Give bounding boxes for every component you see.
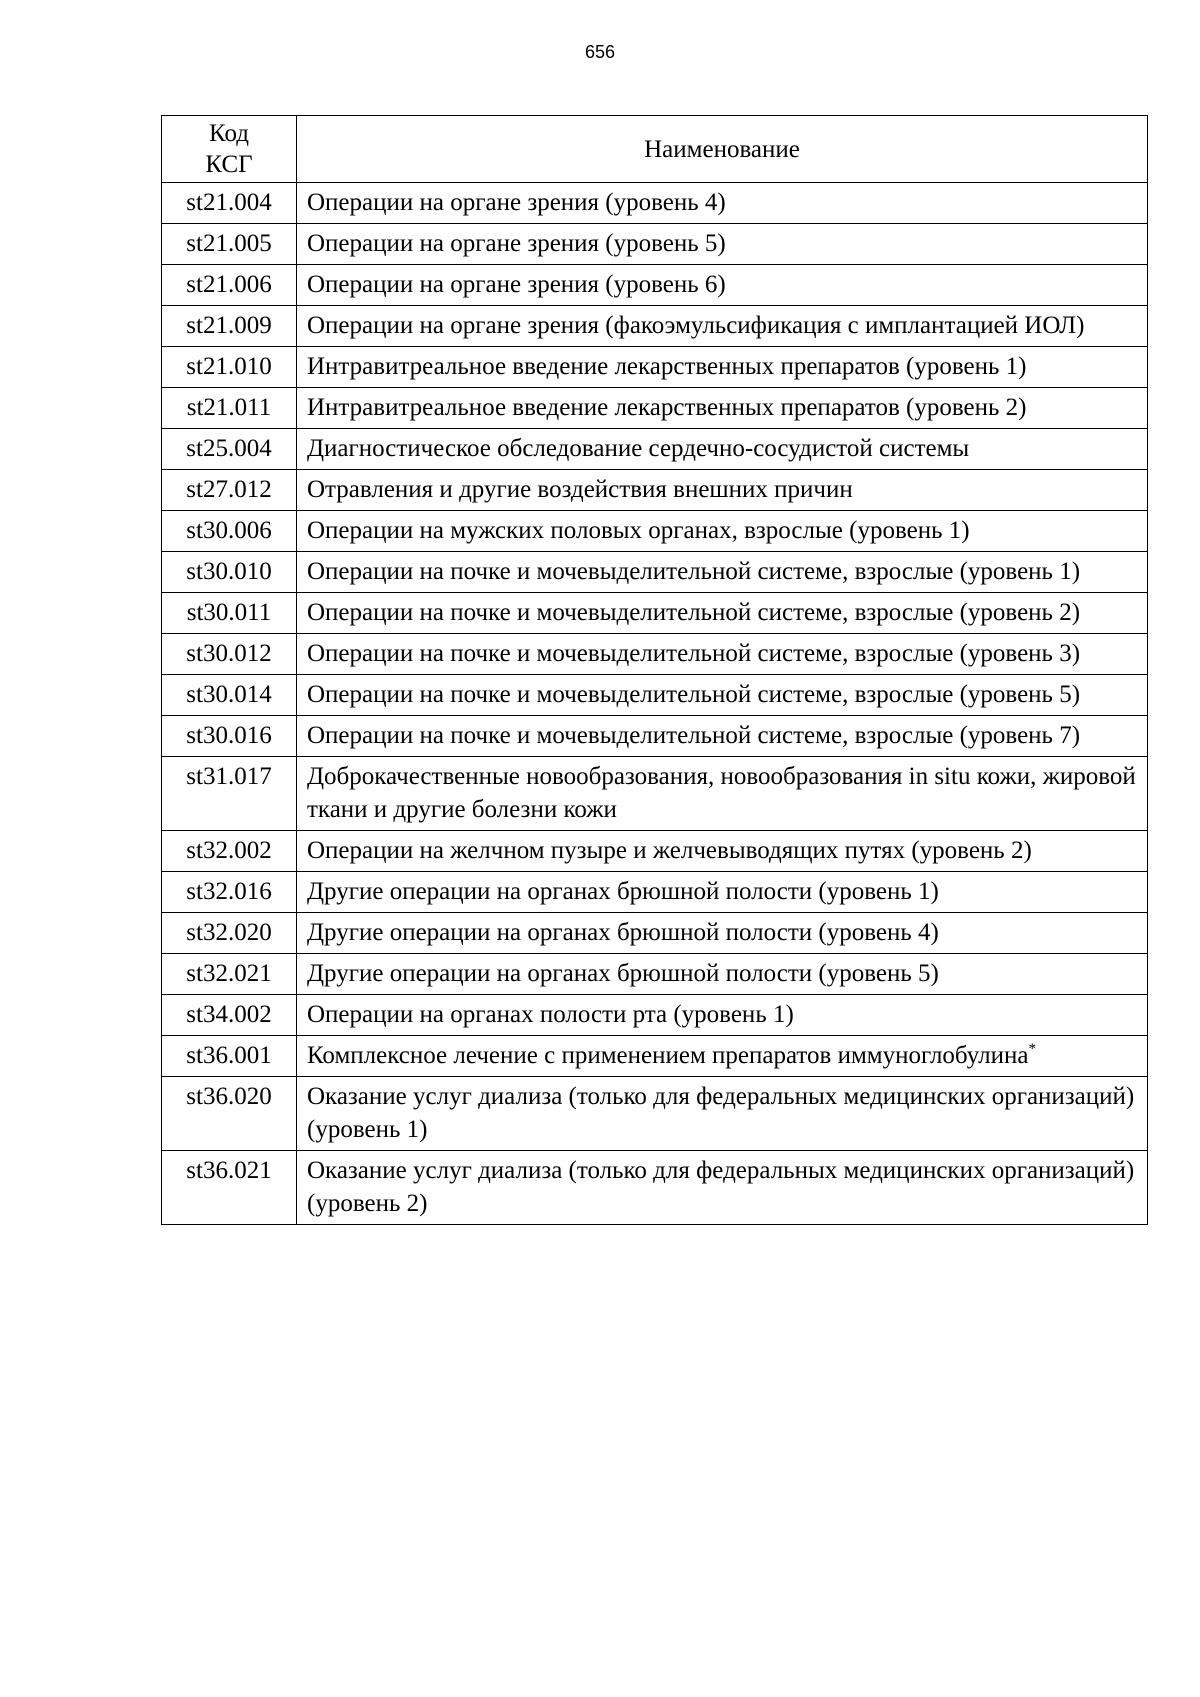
row-name [297,757,1148,831]
table-row [162,995,1148,1036]
row-name-text: Операции на желчном пузыре и желчевыводящих путях (уровень 2) [307,837,1032,864]
row-name-text: Другие операции на органах брюшной полости (уровень 1) [307,878,939,905]
row-code: st21.005 [162,224,297,265]
table-row [162,347,1148,388]
row-name [297,388,1148,429]
row-name-text: Операции на почке и мочевыделительной системе, взрослые (уровень 7) [307,722,1081,749]
row-name [297,429,1148,470]
row-name [297,716,1148,757]
row-code: st36.001 [162,1036,297,1077]
footnote-mark: * [1028,1041,1036,1057]
header-code [162,116,297,183]
row-name [297,913,1148,954]
table-row [162,306,1148,347]
page-number: 656 [584,42,616,62]
table-row [162,831,1148,872]
row-code: st32.021 [162,954,297,995]
row-code: st30.012 [162,634,297,675]
row-code: st30.011 [162,593,297,634]
ksg-table [161,115,1148,1225]
row-name-text: Операции на органе зрения (уровень 5) [307,230,726,257]
row-name-text: Операции на почке и мочевыделительной системе, взрослые (уровень 2) [307,599,1081,626]
table-row [162,913,1148,954]
row-code: st30.010 [162,552,297,593]
row-code: st36.020 [162,1077,297,1151]
table-row [162,634,1148,675]
row-name [297,470,1148,511]
row-name [297,224,1148,265]
row-name-text: Другие операции на органах брюшной полости (уровень 4) [307,919,939,946]
table-row [162,593,1148,634]
row-name-text: Операции на почке и мочевыделительной системе, взрослые (уровень 1) [307,558,1081,585]
row-name [297,1036,1148,1077]
row-code: st21.011 [162,388,297,429]
table-row [162,429,1148,470]
row-name-text: Операции на органе зрения (уровень 4) [307,189,726,216]
row-code: st21.009 [162,306,297,347]
table-row [162,388,1148,429]
row-name [297,995,1148,1036]
row-code: st30.006 [162,511,297,552]
row-name [297,1151,1148,1225]
row-name [297,634,1148,675]
header-name: Наименование [297,116,1148,183]
table-row [162,716,1148,757]
row-name-text: Оказание услуг диализа (только для федеральных медицинских организаций) (уровень 2) [307,1157,1135,1217]
row-name-text: Операции на почке и мочевыделительной системе, взрослые (уровень 5) [307,681,1081,708]
row-code: st25.004 [162,429,297,470]
row-name-text: Другие операции на органах брюшной полости (уровень 5) [307,960,939,987]
header-code-line2: КСГ [205,151,253,178]
row-name [297,552,1148,593]
table-row [162,511,1148,552]
row-name [297,265,1148,306]
table-row [162,872,1148,913]
table-row [162,552,1148,593]
row-name [297,1077,1148,1151]
row-name-text: Операции на почке и мочевыделительной системе, взрослые (уровень 3) [307,640,1081,667]
row-name-text: Операции на органе зрения (факоэмульсификация с имплантацией ИОЛ) [307,312,1085,339]
row-code: st32.020 [162,913,297,954]
row-name-text: Интравитреальное введение лекарственных препаратов (уровень 2) [307,394,1027,421]
row-code: st32.016 [162,872,297,913]
row-name [297,675,1148,716]
row-name [297,511,1148,552]
header-code-line1: Код [209,120,249,147]
table-row [162,757,1148,831]
row-name-text: Отравления и другие воздействия внешних причин [307,476,853,503]
table-row [162,1151,1148,1225]
table-row [162,265,1148,306]
row-name [297,593,1148,634]
row-name [297,831,1148,872]
table-row [162,954,1148,995]
row-name-text: Операции на органах полости рта (уровень 1) [307,1001,794,1028]
table-row [162,675,1148,716]
row-name [297,954,1148,995]
row-name [297,347,1148,388]
row-name-text: Комплексное лечение с применением препаратов иммуноглобулина [307,1042,1029,1069]
table-row [162,1077,1148,1151]
row-code: st21.006 [162,265,297,306]
row-code: st32.002 [162,831,297,872]
table-row [162,224,1148,265]
table-header-row [162,116,1148,183]
row-code: st27.012 [162,470,297,511]
row-name-text: Операции на органе зрения (уровень 6) [307,271,726,298]
row-code: st30.014 [162,675,297,716]
row-name [297,183,1148,224]
row-code: st31.017 [162,757,297,831]
row-name [297,306,1148,347]
row-name-text: Диагностическое обследование сердечно-сосудистой системы [307,435,970,462]
row-name-text: Доброкачественные новообразования, новообразования in situ кожи, жировой ткани и другие болезни кожи [307,763,1136,823]
table-row [162,183,1148,224]
row-code: st21.004 [162,183,297,224]
table-row [162,1036,1148,1077]
row-code: st36.021 [162,1151,297,1225]
row-code: st21.010 [162,347,297,388]
row-name-text: Оказание услуг диализа (только для федеральных медицинских организаций) (уровень 1) [307,1083,1135,1143]
row-name-text: Интравитреальное введение лекарственных препаратов (уровень 1) [307,353,1027,380]
row-code: st34.002 [162,995,297,1036]
row-name [297,872,1148,913]
row-name-text: Операции на мужских половых органах, взрослые (уровень 1) [307,517,970,544]
row-code: st30.016 [162,716,297,757]
table-row [162,470,1148,511]
